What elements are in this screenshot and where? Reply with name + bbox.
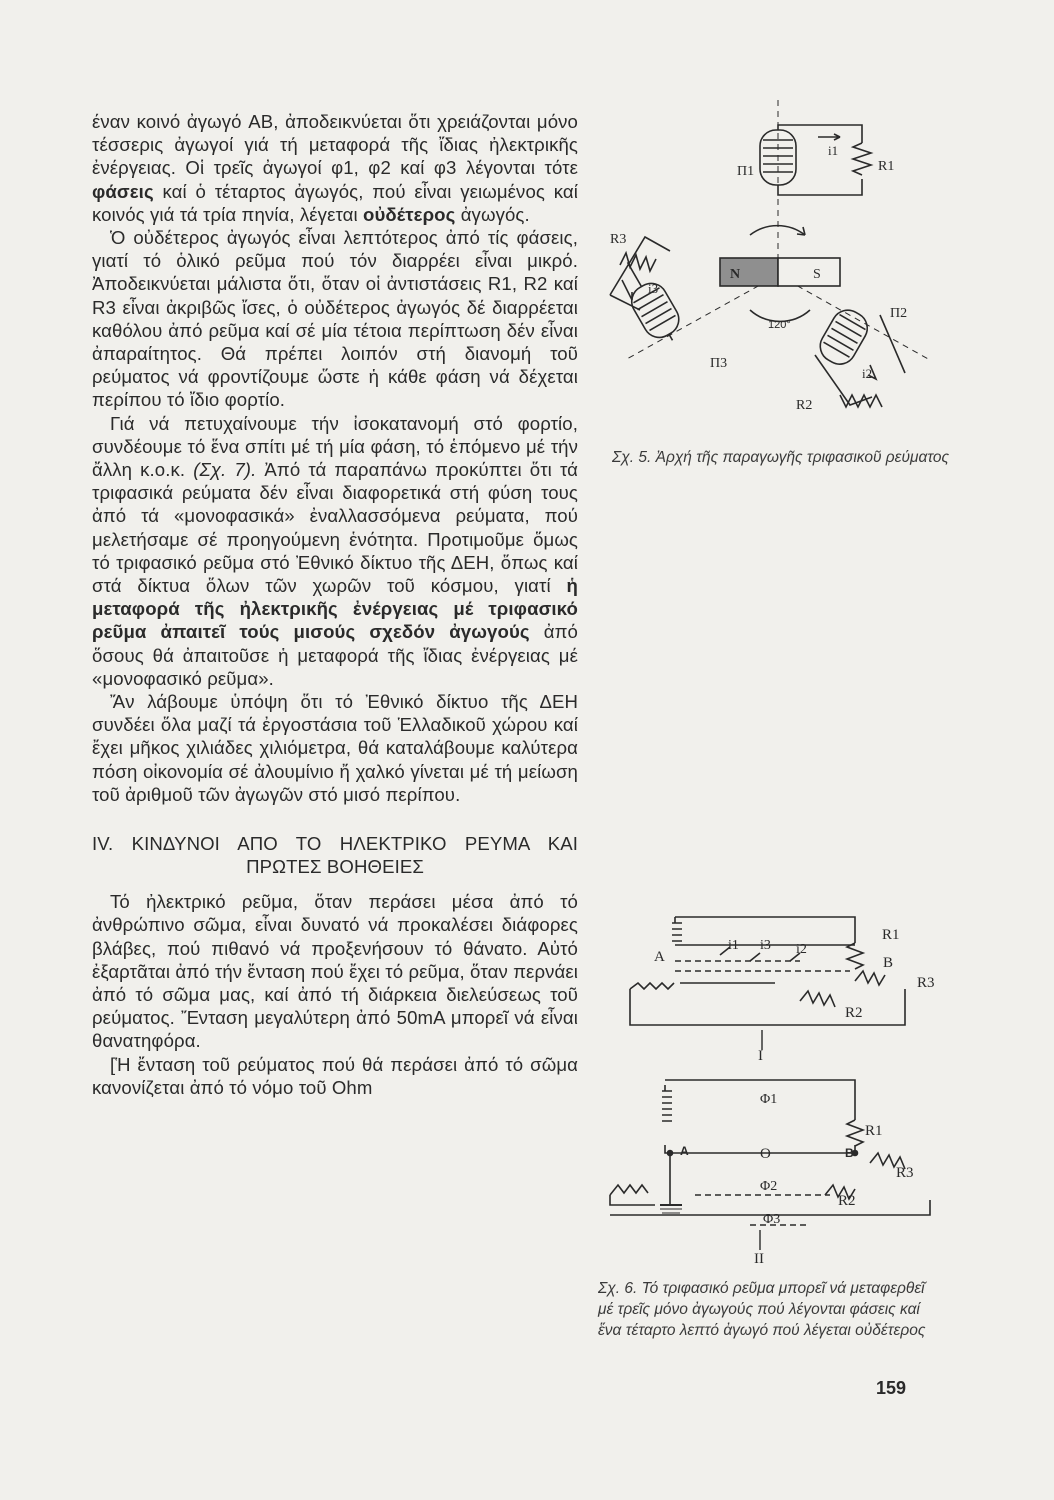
top-label-i2: i2 [796, 942, 807, 957]
page-number: 159 [876, 1378, 907, 1398]
top-label-i3: i3 [760, 938, 771, 953]
bottom-label-phi2: Φ2 [760, 1179, 778, 1194]
top-label-i1: i1 [728, 938, 739, 953]
bottom-label-phi3: Φ3 [763, 1212, 781, 1227]
section-heading: IV. ΚΙΝΔΥΝΟΙ ΑΠΟ ΤΟ ΗΛΕΚΤΡΙΚΟ ΡΕΥΜΑ ΚΑΙ ΠΡΩΤΕΣ ΒΟΗΘΕΙΕΣ [92, 833, 578, 878]
label-i3: i3 [648, 281, 659, 296]
label-p2: Π2 [890, 306, 908, 321]
figure-reference: (Σχ. 7). [193, 459, 257, 481]
paragraph-2: Ὁ οὐδέτερος ἀγωγός εἶναι λεπτότερος ἀπό τίς φάσεις, γιατί τό ὁλικό ρεῦμα πού τόν διαρρέει εἶναι μικρό. Ἀποδεικνύεται μάλιστα ὅτι, ὅταν οἱ ἀντιστάσεις R1, R2 καί R3 εἶναι ἀκριβῶς ἴσες, ὁ οὐδέτερος ἀγωγός δέ διαρρέεται καθόλου ἀπό ρεῦμα καί σέ μία τέτοια περίπτωση δέν εἶναι ἀπαραίτητος. Θά πρέπει λοιπόν στή διανομή τοῦ ρεύματος νά φροντίζουμε ὥστε ἡ κάθε φάση νά δέχεται περίπου τό ἴδιο φορτίο. [92, 227, 578, 411]
figure-5-caption: Σχ. 5. Ἀρχή τῆς παραγωγῆς τριφασικοῦ ρεύματος [612, 449, 950, 466]
paragraph-4: Ἄν λάβουμε ὑπόψη ὅτι τό Ἐθνικό δίκτυο τῆς ΔΕΗ συνδέει ὅλα μαζί τά ἐργοστάσια τοῦ Ἑλλαδικοῦ χώρου καί ἔχει μῆκος χιλιάδες χιλιόμετρα, θά καταλάβουμε καλύτερα πόση οἰκονομία σέ ἀλουμίνιο ἤ χαλκό γίνεται μέ τή μείωση τοῦ ἀριθμοῦ τῶν ἀγωγῶν στό μισό περίπου. [92, 691, 578, 805]
paragraph-5: Τό ἠλεκτρικό ρεῦμα, ὅταν περάσει μέσα ἀπό τό ἀνθρώπινο σῶμα, εἶναι δυνατό νά προκαλέσει διάφορες βλάβες, πού πιθανό νά προξενήσουν τό θάνατο. Αὐτό ἐξαρτᾶται ἀπό τήν ἔνταση πού ἔχει τό ρεῦμα, ὅταν περνάει ἀπό τό σῶμα μας, καί ἀπό τή διάρκεια διελεύσεως τοῦ ρεύματος. Ἔνταση μεγαλύτερη ἀπό 50mA μπορεῖ νά εἶναι θανατηφόρα. [92, 891, 578, 1052]
paragraph-3: Γιά νά πετυχαίνουμε τήν ἰσοκατανομή στό φορτίο, συνδέουμε τό ἕνα σπίτι μέ τή μία φάση, τό ἑπόμενο μέ τήν ἄλλη κ.ο.κ. (Σχ. 7). Ἀπό τά παραπάνω προκύπτει ὅτι τά τριφασικά ρεύματα δέν εἶναι διαφορετικά στή φύση τους ἀπό τά «μονοφασικά» ἐναλλασσόμενα ρεύματα, πού μελετήσαμε σέ προηγούμενη ἑνότητα. Προτιμοῦμε ὅμως τό τριφασικό ρεῦμα στό Ἐθνικό δίκτυο τῆς ΔΕΗ, ὅπως καί στά δίκτυα ὅλων τῶν χωρῶν τοῦ κόσμου, γιατί ἡ μεταφορά τῆς ἠλεκτρικῆς ἐνέργειας μέ τριφασικό ρεῦμα ἀπαιτεῖ τούς μισούς σχεδόν ἀγωγούς ἀπό ὅσους θά ἀπαιτοῦσε ἡ μεταφορά τῆς ἴδιας ἐνέργειας μέ «μονοφασικό ρεῦμα». [92, 412, 578, 689]
paragraph-1: έναν κοινό ἀγωγό AB, ἀποδεικνύεται ὅτι χρειάζονται μόνο τέσσερις ἀγωγοί γιά τή μεταφορά τῆς ἴδιας ἠλεκτρικῆς ἐνέργειας. Οἱ τρεῖς ἀγωγοί φ1, φ2 καί φ3 λέγονται τότε φάσεις καί ὁ τέταρτος ἀγωγός, πού εἶναι γειωμένος καί κοινός γιά τά τρία πηνία, λέγεται οὐδέτερος ἀγωγός. [92, 111, 578, 225]
figure-5-diagram [600, 95, 950, 435]
top-label-r1: R1 [882, 927, 900, 943]
label-r3: R3 [610, 232, 627, 247]
paragraph-6: [Ἡ ἔνταση τοῦ ρεύματος πού θά περάσει ἀπό τό σῶμα κανονίζεται ἀπό τό νόμο τοῦ Ohm [92, 1053, 578, 1098]
label-p3: Π3 [710, 356, 728, 371]
bottom-label-r2: R2 [838, 1193, 856, 1209]
bottom-label-r1: R1 [865, 1123, 883, 1139]
bottom-diagram-label: II [754, 1251, 764, 1265]
top-label-r2: R2 [845, 1005, 863, 1021]
bold-term-phases: φάσεις [92, 180, 154, 202]
label-n: N [730, 267, 741, 282]
bottom-label-a: A [680, 1144, 689, 1158]
top-label-a: A [654, 949, 665, 965]
coil-p2 [814, 304, 873, 370]
main-text-column [92, 110, 578, 1099]
top-label-r3: R3 [917, 975, 935, 991]
figure-6-caption: Σχ. 6. Τό τριφασικό ρεῦμα μπορεῖ νά μεταφερθεῖ μέ τρεῖς μόνο ἀγωγούς πού λέγονται φάσεις καί ἕνα τέταρτο λεπτό ἀγωγό πού λέγεται οὐδέτερος [598, 1280, 926, 1339]
top-r3 [855, 971, 885, 985]
resistor-r1 [853, 143, 871, 175]
bottom-coil-1 [662, 1085, 672, 1121]
figure-6-diagram [600, 905, 950, 1265]
bottom-coil-2 [610, 1185, 648, 1195]
label-r1: R1 [878, 159, 895, 174]
bottom-label-o: O [760, 1146, 771, 1162]
label-r2: R2 [796, 398, 813, 413]
label-i2: i2 [862, 366, 873, 381]
top-r2 [800, 991, 835, 1007]
bottom-label-phi1: Φ1 [760, 1092, 778, 1107]
bottom-label-r3: R3 [896, 1165, 914, 1181]
bottom-r1 [847, 1120, 863, 1146]
top-label-b: B [883, 955, 894, 971]
top-coil-1 [672, 917, 682, 941]
magnet-south [778, 258, 840, 286]
label-s: S [813, 267, 821, 282]
bottom-label-b: B [845, 1146, 854, 1160]
top-diagram-label: I [758, 1048, 763, 1064]
label-angle: 120° [768, 319, 791, 331]
bold-term-neutral: οὐδέτερος [363, 203, 456, 225]
top-r1 [847, 943, 863, 969]
label-i1: i1 [828, 143, 839, 158]
magnet-north [720, 258, 778, 286]
label-p1: Π1 [737, 164, 755, 179]
top-coil-2 [630, 983, 674, 989]
bold-statement: ἡ μεταφορά τῆς ἠλεκτρικῆς ἐνέργειας μέ τριφασικό ρεῦμα ἀπαιτεῖ τούς μισούς σχεδόν ἀγωγούς [92, 575, 578, 643]
